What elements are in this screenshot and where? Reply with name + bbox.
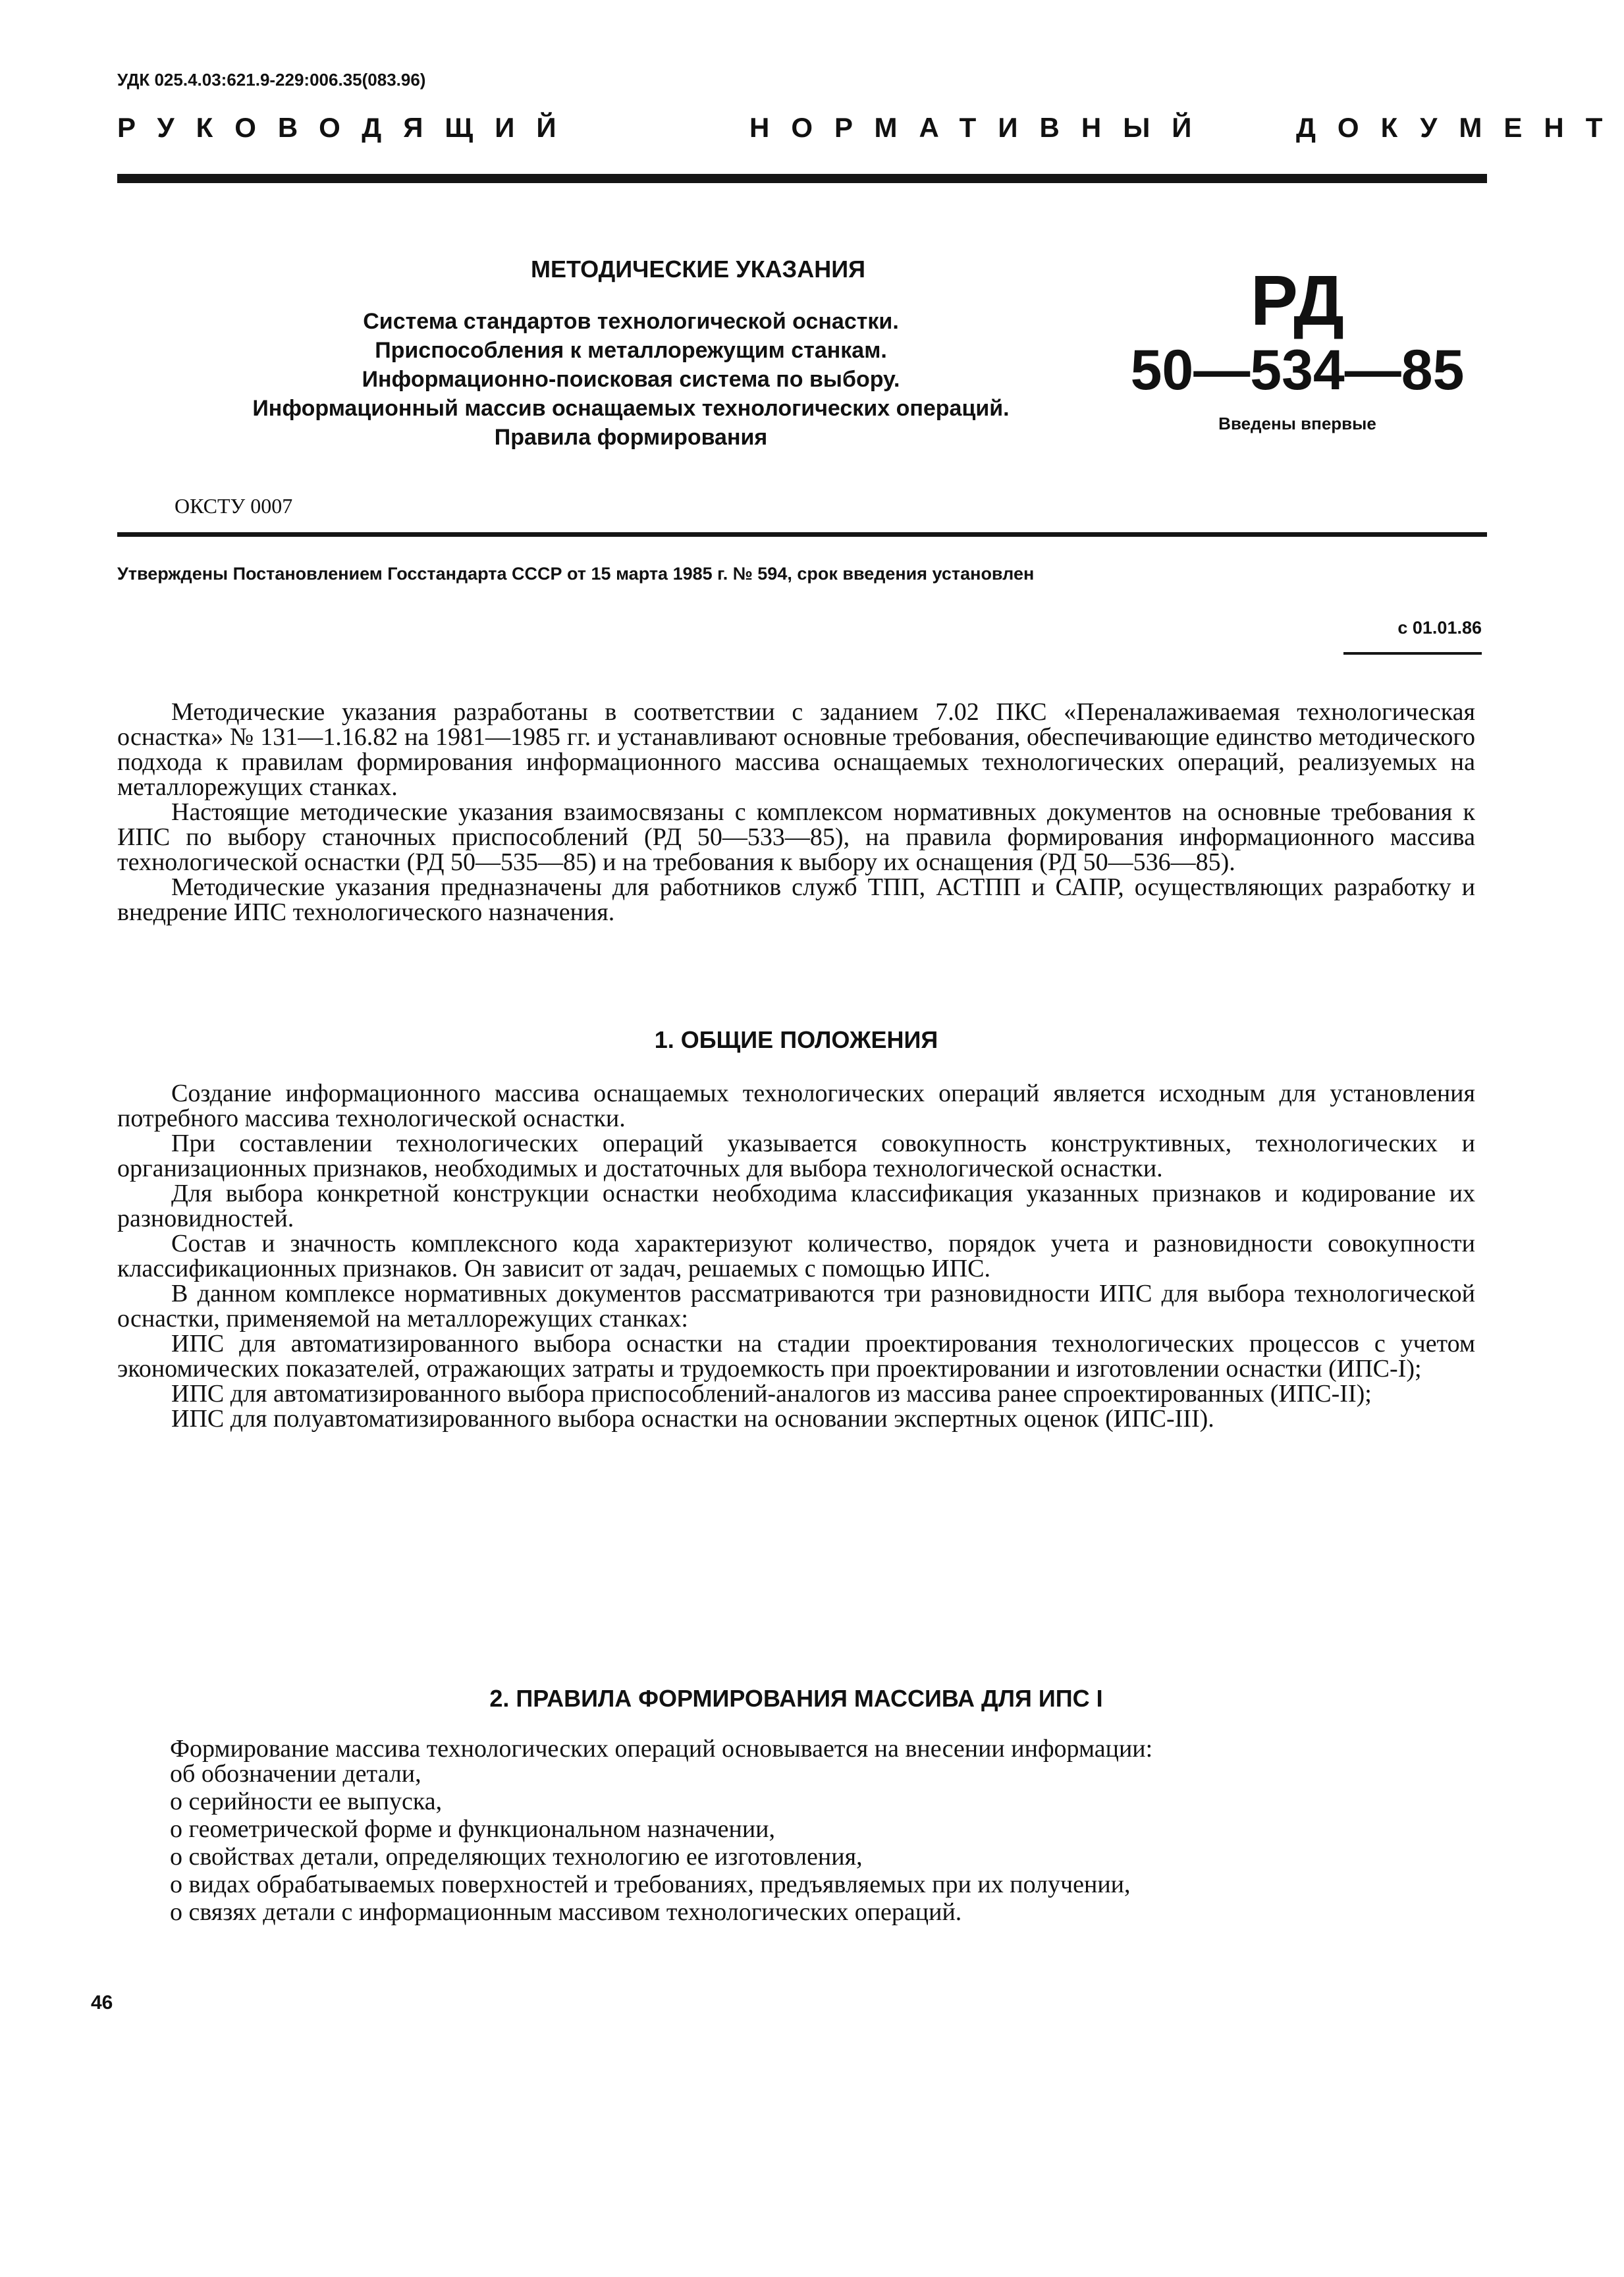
section-heading: 1. ОБЩИЕ ПОЛОЖЕНИЯ: [654, 1026, 938, 1053]
document-banner: [117, 112, 1624, 151]
title-line: Система стандартов технологической оснастки.: [363, 309, 899, 334]
section-general-provisions: [117, 1081, 1475, 1431]
document-title: [157, 307, 1105, 452]
rd-number: 50—534—85: [1130, 339, 1465, 402]
list-item: о связях детали с информационным массивом технологических операций.: [170, 1898, 962, 1926]
title-line: Информационно-поисковая система по выбору.: [362, 367, 900, 392]
paragraph: ИПС для автоматизированного выбора приспособлений-аналогов из массива ранее спроектированных (ИПС-II);: [171, 1380, 1372, 1408]
paragraph: В данном комплексе нормативных документов рассматриваются три разновидности ИПС для выбора технологической оснастки, применяемой на металлорежущих станках:: [117, 1280, 1475, 1332]
paragraph: Методические указания предназначены для работников служб ТПП, АСТПП и САПР, осуществляющих разработку и внедрение ИПС технологического назначения.: [117, 873, 1475, 926]
paragraph: Методические указания разработаны в соответствии с заданием 7.02 ПКС «Переналаживаемая технологическая оснастка» № 131—1.16.82 на 1981—1985 гг. и устанавливают основные требования, обеспечивающие единство методического подхода к правилам формирования информационного массива оснащаемых технологических операций, реализуемых на металлорежущих станках.: [117, 698, 1475, 801]
rd-label: РД: [1250, 260, 1345, 340]
introduced-first-note: Введены впервые: [1218, 414, 1376, 433]
title-line: Правила формирования: [494, 425, 768, 450]
approval-statement: Утверждены Постановлением Госстандарта СССР от 15 марта 1985 г. № 594, срок введения установлен: [117, 564, 1035, 584]
udc-code: УДК 025.4.03:621.9-229:006.35(083.96): [117, 70, 426, 90]
list-item: о видах обрабатываемых поверхностей и требованиях, предъявляемых при их получении,: [170, 1871, 1131, 1898]
document-type: МЕТОДИЧЕСКИЕ УКАЗАНИЯ: [531, 256, 865, 283]
header-rule: [117, 174, 1487, 183]
banner-word-guiding: РУКОВОДЯЩИЙ: [117, 112, 578, 143]
banner-word-normative: НОРМАТИВНЫЙ: [749, 112, 1214, 143]
paragraph: Для выбора конкретной конструкции оснастки необходима классификация указанных признаков и кодирование их разновидностей.: [117, 1180, 1475, 1232]
paragraph: ИПС для автоматизированного выбора оснастки на стадии проектирования технологических процессов с учетом экономических показателей, отражающих затраты и трудоемкость при проектировании и изготовлении оснастки (ИПС-I);: [117, 1330, 1475, 1383]
list-item: о геометрической форме и функциональном назначении,: [170, 1815, 776, 1843]
section-heading: 2. ПРАВИЛА ФОРМИРОВАНИЯ МАССИВА ДЛЯ ИПС I: [489, 1685, 1103, 1712]
paragraph: ИПС для полуавтоматизированного выбора оснастки на основании экспертных оценок (ИПС-III).: [171, 1405, 1214, 1433]
paragraph: Создание информационного массива оснащаемых технологических операций является исходным для установления потребного массива технологической оснастки.: [117, 1080, 1475, 1132]
page-number: 46: [91, 1992, 113, 2014]
paragraph: Состав и значность комплексного кода характеризуют количество, порядок учета и разновидности совокупности классификационных признаков. Он зависит от задач, решаемых с помощью ИПС.: [117, 1230, 1475, 1282]
effective-date: с 01.01.86: [1397, 618, 1482, 638]
banner-word-document: ДОКУМЕНТ: [1296, 112, 1624, 143]
introduction: [117, 700, 1475, 925]
section-lead: Формирование массива технологических операций основывается на внесении информации:: [170, 1735, 1153, 1763]
effective-date-underline: [1343, 652, 1482, 655]
paragraph: Настоящие методические указания взаимосвязаны с комплексом нормативных документов на основные требования к ИПС по выбору станочных приспособлений (РД 50—533—85), на правила формирования информационного массива технологической оснастки (РД 50—535—85) и на требования к выбору их оснащения (РД 50—536—85).: [117, 798, 1475, 876]
list-item: о свойствах детали, определяющих технологию ее изготовления,: [170, 1843, 863, 1871]
okstu-code: ОКСТУ 0007: [175, 494, 293, 518]
list-item: о серийности ее выпуска,: [170, 1788, 443, 1815]
list-item: об обозначении детали,: [170, 1760, 421, 1788]
title-line: Приспособления к металлорежущим станкам.: [375, 338, 887, 363]
title-line: Информационный массив оснащаемых технологических операций.: [252, 396, 1010, 421]
information-list: [170, 1760, 1131, 1926]
paragraph: При составлении технологических операций указывается совокупность конструктивных, технологических и организационных признаков, необходимых и достаточных для выбора технологической оснастки.: [117, 1130, 1475, 1182]
title-rule: [117, 532, 1487, 537]
